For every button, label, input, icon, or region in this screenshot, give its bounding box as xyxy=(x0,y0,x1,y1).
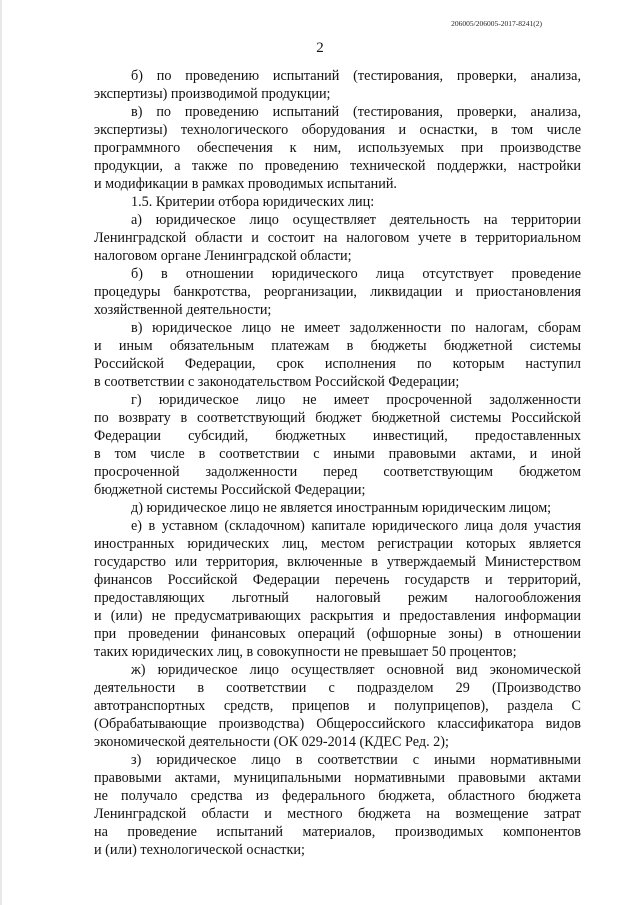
line: просроченной задолженности перед соответствующим бюджетом xyxy=(94,464,581,480)
document-body xyxy=(94,67,581,859)
line: (Обрабатывающие производства) Общероссийского классификатора видов xyxy=(94,716,581,732)
line: в том числе в соответствии с иными правовыми актами, и иной xyxy=(94,446,581,462)
paragraph-b-products xyxy=(94,67,581,103)
line: деятельности в соответствии с подразделом 29 (Производство xyxy=(94,680,581,696)
paragraph-1-5-criteria xyxy=(94,193,581,211)
line: б) в отношении юридического лица отсутствует проведение xyxy=(131,266,581,282)
line: финансов Российской Федерации перечень государств и территорий, xyxy=(94,572,581,588)
line: предоставляющих льготный налоговый режим налогообложения xyxy=(94,590,581,606)
paragraph-a-territory xyxy=(94,211,581,265)
line: г) юридическое лицо не имеет просроченной задолженности xyxy=(131,392,581,408)
line: продукции, а также по проведению технической поддержки, настройки xyxy=(94,158,581,174)
document-code: 206005/206005-2017-8241(2) xyxy=(451,19,542,28)
line: на проведение испытаний материалов, производимых компонентов xyxy=(94,824,581,840)
line: Ленинградской области и местного бюджета на возмещение затрат xyxy=(94,806,581,822)
line: бюджетной системы Российской Федерации; xyxy=(94,482,366,498)
line: з) юридическое лицо в соответствии с иными нормативными xyxy=(131,752,581,768)
line: 1.5. Критерии отбора юридических лиц: xyxy=(131,194,375,210)
scan-edge xyxy=(0,0,2,905)
line: программного обеспечения к ним, используемых при производстве xyxy=(94,140,581,156)
line: Российской Федерации, срок исполнения по которым наступил xyxy=(94,356,581,372)
line: Ленинградской области и состоит на налоговом учете в территориальном xyxy=(94,230,581,246)
line: а) юридическое лицо осуществляет деятельность на территории xyxy=(131,212,581,228)
line: Федерации субсидий, бюджетных инвестиций, предоставленных xyxy=(94,428,581,444)
line: процедуры банкротства, реорганизации, ликвидации и приостановления xyxy=(94,284,581,300)
line: экспертизы) технологического оборудования и оснастки, в том числе xyxy=(94,122,581,138)
line: таких юридических лиц, в совокупности не превышает 50 процентов; xyxy=(94,644,517,660)
line: экспертизы) производимой продукции; xyxy=(94,86,331,102)
line: налоговом органе Ленинградской области; xyxy=(94,248,352,264)
paragraph-v-equipment xyxy=(94,103,581,193)
line: б) по проведению испытаний (тестирования, проверки, анализа, xyxy=(131,68,581,84)
line: иностранных юридических лиц, местом регистрации которых является xyxy=(94,536,581,552)
line: в) по проведению испытаний (тестирования, проверки, анализа, xyxy=(131,104,581,120)
line: и модификации в рамках проводимых испытаний. xyxy=(94,176,397,192)
paragraph-d-foreign xyxy=(94,499,581,517)
line: и иным обязательным платежам в бюджеты бюджетной системы xyxy=(94,338,581,354)
paragraph-v-tax-debt xyxy=(94,319,581,391)
line: автотранспортных средств, прицепов и полуприцепов), раздела С xyxy=(94,698,581,714)
line: и (или) технологической оснастки; xyxy=(94,842,305,858)
line: в соответствии с законодательством Российской Федерации; xyxy=(94,374,460,390)
line: хозяйственной деятельности; xyxy=(94,302,272,318)
line: не получало средства из федерального бюджета, областного бюджета xyxy=(94,788,581,804)
paragraph-e-offshore xyxy=(94,517,581,661)
line: экономической деятельности (ОК 029-2014 (КДЕС Ред. 2); xyxy=(94,734,449,750)
line: при проведении финансовых операций (офшорные зоны) в отношении xyxy=(94,626,581,642)
line: в) юридическое лицо не имеет задолженности по налогам, сборам xyxy=(131,320,581,336)
line: е) в уставном (складочном) капитале юридического лица доля участия xyxy=(131,518,581,534)
line: государство или территория, включенные в утверждаемый Министерством xyxy=(94,554,581,570)
page-number: 2 xyxy=(316,40,324,56)
line: по возврату в соответствующий бюджет бюджетной системы Российской xyxy=(94,410,581,426)
paragraph-g-overdue-debt xyxy=(94,391,581,499)
line: и (или) не предусматривающих раскрытия и предоставления информации xyxy=(94,608,581,624)
line: ж) юридическое лицо осуществляет основной вид экономической xyxy=(131,662,581,678)
line: правовыми актами, муниципальными нормативными правовыми актами xyxy=(94,770,581,786)
line: д) юридическое лицо не является иностранным юридическим лицом; xyxy=(131,500,552,516)
paragraph-b-bankruptcy xyxy=(94,265,581,319)
paragraph-zh-activity xyxy=(94,661,581,751)
paragraph-z-no-funding xyxy=(94,751,581,859)
